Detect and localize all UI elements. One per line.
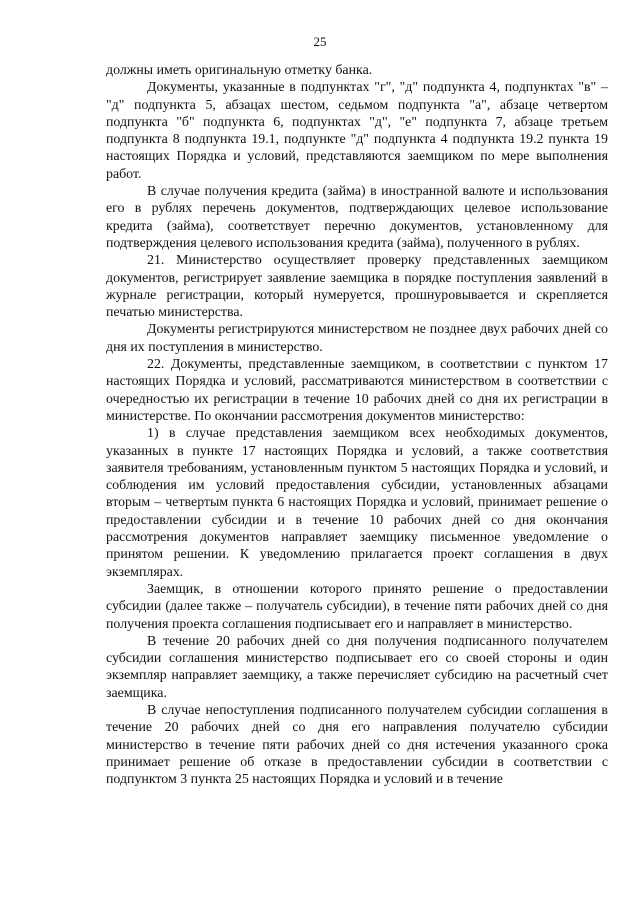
document-body xyxy=(106,62,608,788)
paragraph-clause-21: 21. Министерство осуществляет проверку представленных заемщиком документов, регистрирует заявление заемщика в порядке поступления заявлений в журнале регистрации, который нумеруется, прошнуровывается и скрепляется печатью министерства. xyxy=(106,253,608,321)
paragraph-subclause-1: 1) в случае представления заемщиком всех необходимых документов, указанных в пункте 17 настоящих Порядка и условий, а также соответствия заявителя требованиям, установленным пунктом 5 настоящих Порядка и условий, и соблюдения им условий предоставления субсидии, установленных абзацами вторым – четвертым пункта 6 настоящих Порядка и условий, принимает решение о предоставлении субсидии и в течение 10 рабочих дней со дня окончания рассмотрения документов направляет заемщику письменное уведомление о принятом решении. К уведомлению прилагается проект соглашения в двух экземплярах. xyxy=(106,426,608,580)
paragraph: Документы, указанные в подпунктах "г", "д" подпункта 4, подпунктах "в" – "д" подпункта 5, абзацах шестом, седьмом подпункта "а", абзаце четвертом подпункта "б" подпункта 6, подпунктах "д", "е" подпункта 7, абзаце третьем подпункта 8 подпункта 19.1, подпункте "д" подпункта 4 подпункта 19.2 пункта 19 настоящих Порядка и условий, представляются заемщиком по мере выполнения работ. xyxy=(106,80,608,182)
paragraph-continuation: должны иметь оригинальную отметку банка. xyxy=(106,63,373,78)
paragraph: В случае получения кредита (займа) в иностранной валюте и использования его в рублях перечень документов, подтверждающих целевое использование кредита (займа), соответствует перечню документов, установленному для подтверждения целевого использования кредита (займа), полученного в рублях. xyxy=(106,184,608,251)
paragraph: В случае непоступления подписанного получателем субсидии соглашения в течение 20 рабочих дней со дня его направления получателю субсидии министерство в течение пяти рабочих дней со дня истечения указанного срока принимает решение об отказе в предоставлении субсидии в соответствии с подпунктом 3 пункта 25 настоящих Порядка и условий и в течение xyxy=(106,702,608,788)
paragraph: Документы регистрируются министерством не позднее двух рабочих дней со дня их поступления в министерство. xyxy=(106,322,608,355)
paragraph: Заемщик, в отношении которого принято решение о предоставлении субсидии (далее также – получатель субсидии), в течение пяти рабочих дней со дня получения проекта соглашения подписывает его и направляет в министерство. xyxy=(106,581,608,632)
page-number: 25 xyxy=(313,34,327,49)
paragraph-clause-22: 22. Документы, представленные заемщиком, в соответствии с пунктом 17 настоящих Порядка и условий, рассматриваются министерством в соответствии с очередностью их регистрации в течение 10 рабочих дней со дня их регистрации в министерстве. По окончании рассмотрения документов министерство: xyxy=(106,357,608,424)
paragraph: В течение 20 рабочих дней со дня получения подписанного получателем субсидии соглашения министерство подписывает его со своей стороны и один экземпляр направляет заемщику, а также перечисляет субсидию на расчетный счет заемщика. xyxy=(106,633,608,701)
